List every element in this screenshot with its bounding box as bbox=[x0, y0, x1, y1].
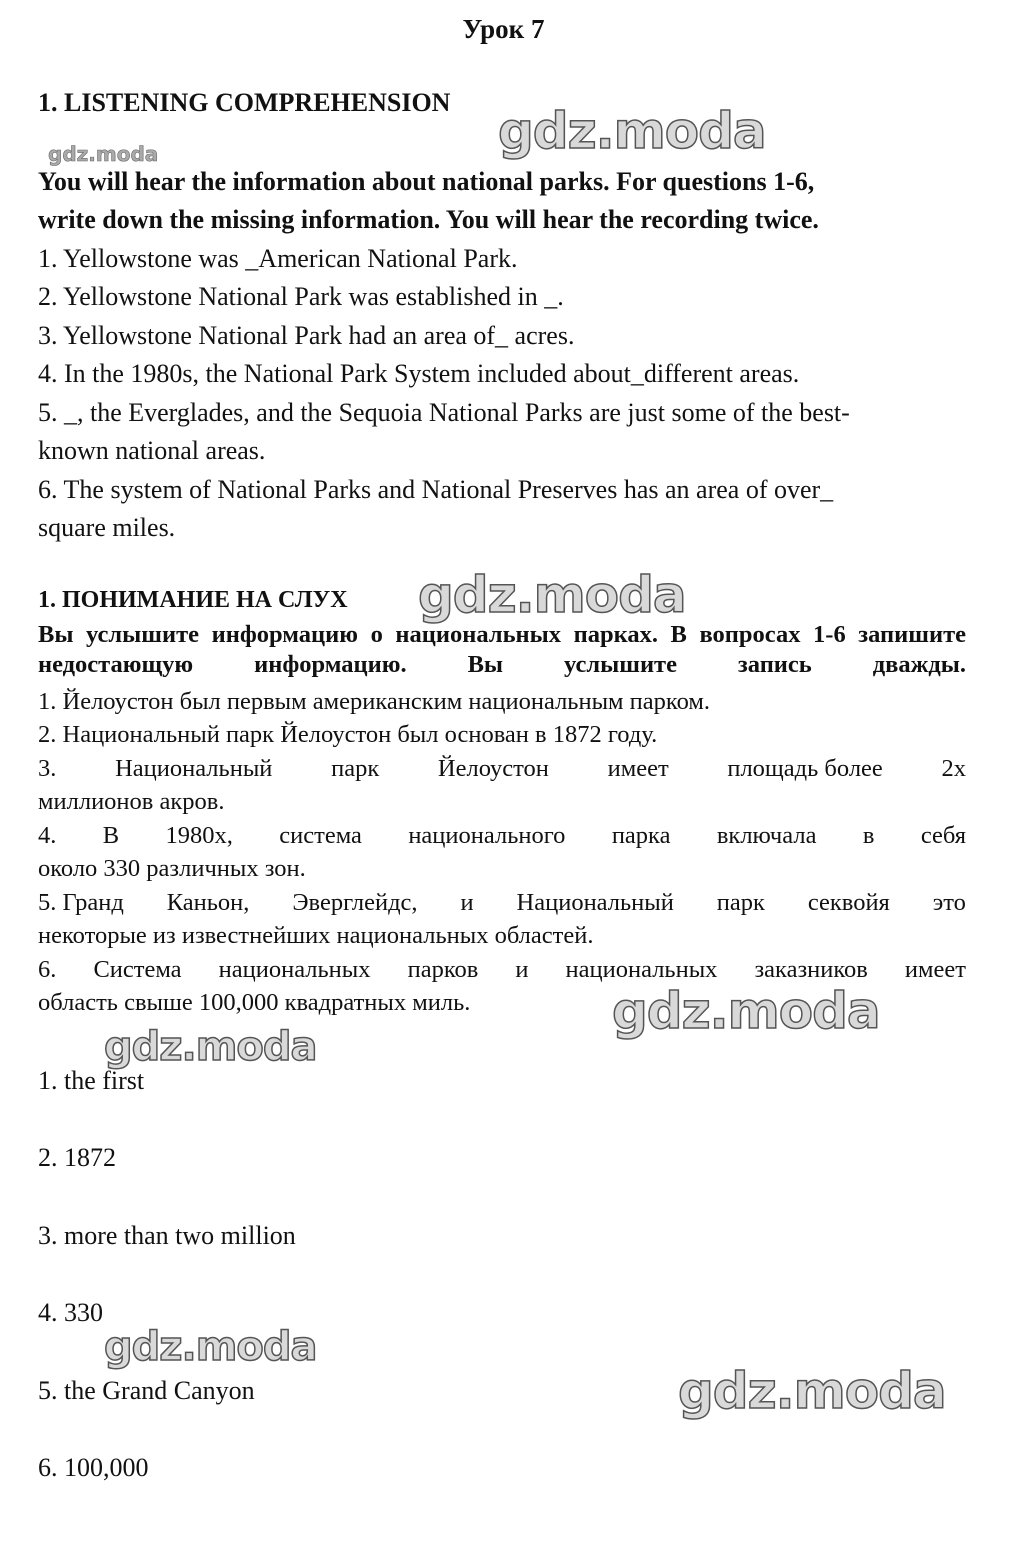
section-heading-russian: 1. ПОНИМАНИЕ НА СЛУХ bbox=[38, 587, 348, 613]
instruction-line: You will hear the information about national parks. For questions 1-6, bbox=[38, 167, 815, 196]
word: парк bbox=[331, 755, 380, 782]
word: парка bbox=[611, 822, 671, 849]
word: и bbox=[460, 889, 474, 916]
russian-item-cont: некоторые из известнейших национальных областей. bbox=[38, 922, 594, 949]
word: в bbox=[862, 822, 875, 849]
word: имеет bbox=[607, 755, 669, 782]
word: 2х bbox=[941, 755, 966, 782]
russian-item-3 bbox=[38, 755, 966, 783]
word: Национальный bbox=[516, 889, 674, 916]
word: Йелоустон bbox=[437, 755, 549, 782]
russian-item-cont: миллионов акров. bbox=[38, 788, 225, 815]
word: Эверглейдс, bbox=[292, 889, 418, 916]
word: включала bbox=[716, 822, 817, 849]
word: это bbox=[932, 889, 966, 916]
question-line: 4. In the 1980s, the National Park System included about_different areas. bbox=[38, 359, 800, 388]
russian-item-cont: около 330 различных зон. bbox=[38, 855, 306, 882]
question-line: 1. Yellowstone was _American National Park. bbox=[38, 244, 518, 273]
word: Система bbox=[93, 956, 182, 983]
word: 4. bbox=[38, 822, 57, 849]
watermark: gdz.moda bbox=[104, 1324, 317, 1370]
watermark: gdz.moda bbox=[678, 1362, 946, 1420]
word: заказников bbox=[754, 956, 868, 983]
word: Каньон, bbox=[166, 889, 250, 916]
word: 3. bbox=[38, 755, 57, 782]
question-line: square miles. bbox=[38, 513, 176, 542]
word: имеет bbox=[904, 956, 966, 983]
word: парк bbox=[716, 889, 765, 916]
russian-item-6 bbox=[38, 956, 966, 984]
word: 1980х, bbox=[165, 822, 233, 849]
russian-item: 2. Национальный парк Йелоустон был основан в 1872 году. bbox=[38, 721, 658, 748]
watermark: gdz.moda bbox=[612, 982, 880, 1040]
word: себя bbox=[920, 822, 966, 849]
word: национальных bbox=[565, 956, 718, 983]
question-line: 2. Yellowstone National Park was established in _. bbox=[38, 282, 564, 311]
word: 6. bbox=[38, 956, 57, 983]
question-line: 3. Yellowstone National Park had an area of_ acres. bbox=[38, 321, 575, 350]
word: национальных bbox=[218, 956, 371, 983]
question-line: 6. The system of National Parks and National Preserves has an area of over_ bbox=[38, 475, 834, 504]
answer-item: 6. 100,000 bbox=[38, 1453, 149, 1482]
watermark: gdz.moda bbox=[498, 102, 766, 160]
russian-item-4 bbox=[38, 822, 966, 850]
watermark: gdz.moda bbox=[48, 142, 159, 166]
page-title: Урок 7 bbox=[462, 14, 545, 44]
section-heading-english: 1. LISTENING COMPREHENSION bbox=[38, 88, 451, 117]
word: система bbox=[279, 822, 362, 849]
word: секвойя bbox=[807, 889, 890, 916]
watermark: gdz.moda bbox=[418, 566, 686, 624]
russian-item: 1. Йелоустон был первым американским национальным парком. bbox=[38, 688, 710, 715]
word: Национальный bbox=[115, 755, 273, 782]
watermark: gdz.moda bbox=[104, 1024, 317, 1070]
russian-item-5 bbox=[38, 889, 966, 917]
russian-item-cont: область свыше 100,000 квадратных миль. bbox=[38, 989, 471, 1016]
russian-instruction: Вы услышите информацию о национальных парках. В вопросах 1-6 запишите недостающую информацию. Вы услышите запись дважды. bbox=[38, 621, 966, 678]
answer-item: 1. the first bbox=[38, 1066, 145, 1095]
answer-item: 5. the Grand Canyon bbox=[38, 1376, 255, 1405]
answer-item: 2. 1872 bbox=[38, 1143, 116, 1172]
word: и bbox=[515, 956, 529, 983]
word: 5. Гранд bbox=[38, 889, 124, 916]
word: В bbox=[102, 822, 120, 849]
word: национального bbox=[408, 822, 566, 849]
answer-item: 3. more than two million bbox=[38, 1221, 296, 1250]
answer-item: 4. 330 bbox=[38, 1298, 103, 1327]
question-line: 5. _, the Everglades, and the Sequoia National Parks are just some of the best- bbox=[38, 398, 850, 427]
word: парков bbox=[407, 956, 479, 983]
question-line: known national areas. bbox=[38, 436, 266, 465]
word: площадь более bbox=[727, 755, 883, 782]
instruction-line: write down the missing information. You will hear the recording twice. bbox=[38, 205, 819, 234]
